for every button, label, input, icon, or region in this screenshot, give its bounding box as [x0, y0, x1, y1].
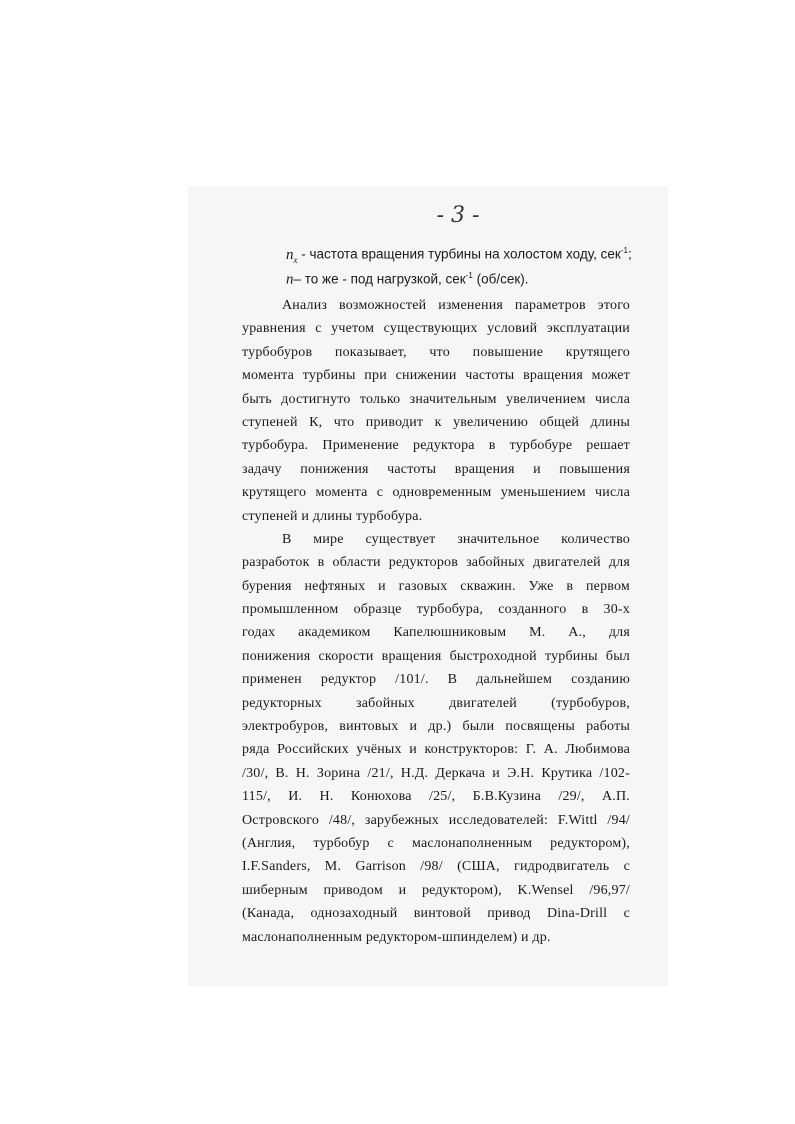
text-line: понижения скорости вращения быстроходной турбины был — [242, 648, 630, 664]
text-line: бурения нефтяных и газовых скважин. Уже в первом — [242, 578, 630, 594]
text-line: (Канада, однозаходный винтовой привод Dina-Drill с — [242, 906, 630, 922]
text-line: быть достигнуто только значительным увеличением числа — [242, 391, 630, 407]
text-line: задачу понижения частоты вращения и повышения — [242, 461, 630, 477]
text-line: турбобура. Применение редуктора в турбобуре решает — [242, 438, 630, 454]
body-text — [242, 294, 630, 949]
text-line: момента турбины при снижении частоты вращения может — [242, 368, 630, 384]
text-line: промышленном образце турбобура, созданного в 30-х — [242, 602, 630, 618]
definition-text: – то же - под нагрузкой, сек — [293, 271, 466, 287]
paragraph-1 — [242, 294, 630, 528]
paragraph-2 — [242, 528, 630, 949]
text-line: редукторных забойных двигателей (турбобуров, — [242, 695, 630, 711]
text-line: применен редуктор /101/. В дальнейшем созданию — [242, 672, 630, 688]
text-line: ступеней К, что приводит к увеличению общей длины — [242, 414, 630, 430]
text-line: уравнения с учетом существующих условий эксплуатации — [242, 321, 630, 337]
text-line: шиберным приводом и редуктором), K.Wensel /96,97/ — [242, 882, 630, 898]
symbol: n — [286, 271, 294, 288]
text-line: I.F.Sanders, M. Garrison /98/ (США, гидродвигатель с — [242, 859, 630, 875]
text-line: крутящего момента с одновременным уменьшением числа — [242, 485, 630, 501]
text-line: (Англия, турбобур с маслонаполненным редуктором), — [242, 835, 630, 851]
text-line: ряда Российских учёных и конструкторов: Г. А. Любимова — [242, 742, 630, 758]
text-line: 115/, И. Н. Конюхова /25/, Б.В.Кузина /29/, А.П. — [242, 789, 630, 805]
definition-text: - частота вращения турбины на холостом ходу, сек — [301, 246, 621, 262]
text-line: разработок в области редукторов забойных двигателей для — [242, 555, 630, 571]
definition-nx: $n_x$ - частота вращения турбины на холостом ходу, сек$^{-1}$; — [286, 246, 632, 265]
symbol: $n_x$ — [286, 246, 298, 265]
text-line: маслонаполненным редуктором-шпинделем) и др. — [242, 929, 551, 945]
definitions — [286, 240, 632, 290]
text-line: Островского /48/, зарубежных исследователей: F.Wittl /94/ — [242, 812, 630, 828]
text-line: /30/, В. Н. Зорина /21/, Н.Д. Деркача и Э.Н. Крутика /102- — [242, 765, 630, 781]
page-number: - 3 - — [436, 203, 480, 228]
text-line: электробуров, винтовых и др.) были посвящены работы — [242, 719, 630, 735]
text-line: годах академиком Капелюшниковым М. А., для — [242, 625, 630, 641]
definition-n: n– то же - под нагрузкой, сек$^{-1}$ (об/сек). — [286, 271, 529, 288]
text-line: В мире существует значительное количество — [282, 531, 630, 547]
text-line: Анализ возможностей изменения параметров этого — [282, 298, 630, 313]
text-line: ступеней и длины турбобура. — [242, 508, 423, 524]
text-line: турбобуров показывает, что повышение крутящего — [242, 344, 630, 360]
